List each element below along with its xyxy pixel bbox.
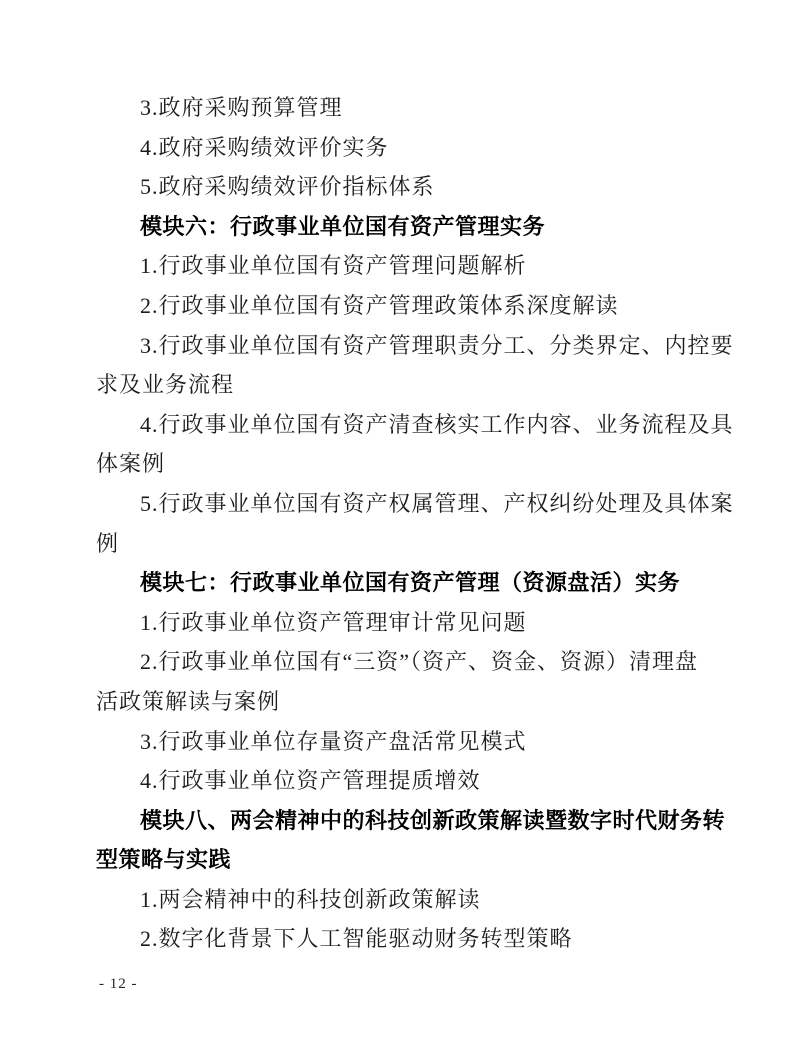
list-item — [96, 642, 756, 721]
paragraph-line: 4.行政事业单位国有资产清查核实工作内容、业务流程及具 — [140, 411, 734, 437]
paragraph-line: 例 — [96, 530, 120, 556]
paragraph-line: 模块七：行政事业单位国有资产管理（资源盘活）实务 — [140, 570, 681, 596]
list-item — [96, 919, 756, 959]
list-item — [96, 484, 756, 563]
paragraph-line: 2.行政事业单位国有资产管理政策体系深度解读 — [140, 292, 619, 318]
list-item — [96, 167, 756, 207]
paragraph-line: 2.数字化背景下人工智能驱动财务转型策略 — [140, 926, 573, 952]
paragraph-line: 5.政府采购绩效评价指标体系 — [140, 174, 435, 200]
paragraph-line: 5.行政事业单位国有资产权属管理、产权纠纷处理及具体案 — [140, 490, 734, 516]
module-heading — [96, 801, 756, 880]
list-item — [96, 326, 756, 405]
paragraph-line: 3.政府采购预算管理 — [140, 95, 343, 120]
list-item — [96, 88, 756, 128]
paragraph-line: 2.行政事业单位国有“三资”（资产、资金、资源）清理盘 — [140, 649, 699, 675]
paragraph-line: 活政策解读与案例 — [96, 688, 281, 714]
document-body — [96, 88, 756, 959]
module-heading — [96, 563, 756, 603]
paragraph-line: 3.行政事业单位存量资产盘活常见模式 — [140, 728, 527, 754]
paragraph-line: 1.行政事业单位国有资产管理问题解析 — [140, 253, 527, 279]
paragraph-line: 4.行政事业单位资产管理提质增效 — [140, 768, 481, 794]
module-heading — [96, 207, 756, 247]
paragraph-line: 求及业务流程 — [96, 372, 235, 398]
page-number: - 12 - — [99, 976, 138, 992]
paragraph-line: 体案例 — [96, 451, 166, 477]
paragraph-line: 型策略与实践 — [96, 847, 232, 873]
paragraph-line: 1.行政事业单位资产管理审计常见问题 — [140, 609, 527, 635]
list-item — [96, 880, 756, 920]
list-item — [96, 286, 756, 326]
list-item — [96, 128, 756, 168]
paragraph-line: 4.政府采购绩效评价实务 — [140, 134, 389, 160]
paragraph-line: 1.两会精神中的科技创新政策解读 — [140, 886, 481, 912]
list-item — [96, 761, 756, 801]
paragraph-line: 3.行政事业单位国有资产管理职责分工、分类界定、内控要 — [140, 332, 734, 358]
list-item — [96, 603, 756, 643]
list-item — [96, 405, 756, 484]
paragraph-line: 模块六：行政事业单位国有资产管理实务 — [140, 213, 546, 239]
paragraph-line: 模块八、两会精神中的科技创新政策解读暨数字时代财务转 — [140, 807, 726, 833]
list-item — [96, 722, 756, 762]
list-item — [96, 246, 756, 286]
